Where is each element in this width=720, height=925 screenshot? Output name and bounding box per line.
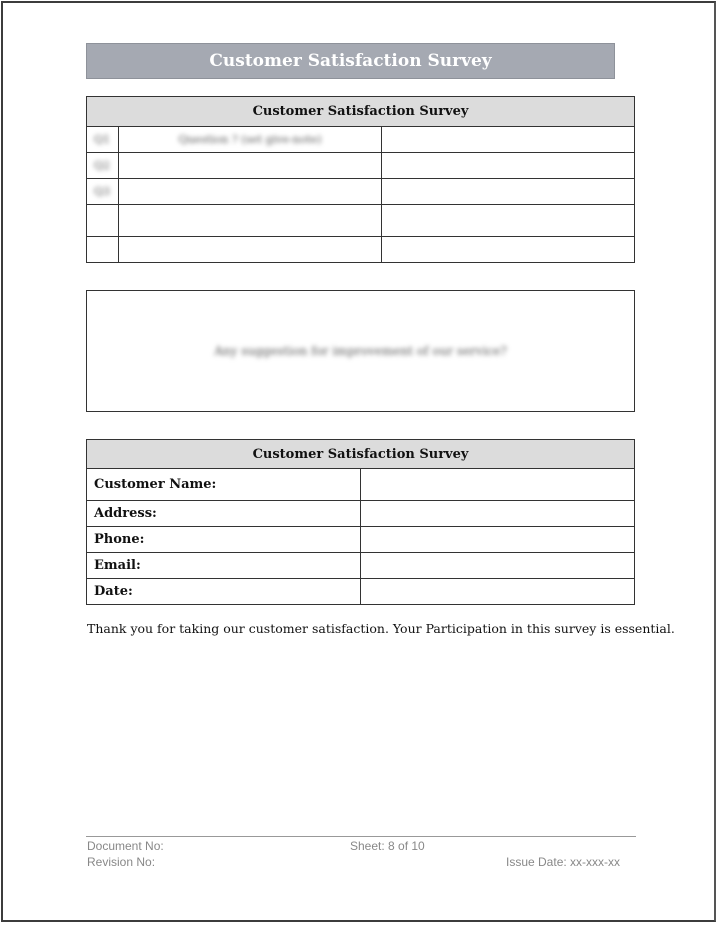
question-text xyxy=(119,153,382,179)
email-label: Email: xyxy=(87,553,361,579)
question-number: Q3 xyxy=(87,179,119,205)
question-text: Question ? (set give-note) xyxy=(119,127,382,153)
customer-name-field[interactable] xyxy=(361,469,635,501)
customer-details-table xyxy=(86,439,635,605)
footer-revision-no: Revision No: xyxy=(87,855,156,869)
footer-document-no: Document No: xyxy=(87,839,164,853)
suggestion-box[interactable] xyxy=(86,290,635,412)
address-label: Address: xyxy=(87,501,361,527)
question-number xyxy=(87,237,119,263)
question-text xyxy=(119,237,382,263)
table-row xyxy=(87,237,635,263)
answer-cell[interactable] xyxy=(382,237,635,263)
table-row xyxy=(87,553,635,579)
date-field[interactable] xyxy=(361,579,635,605)
table-row xyxy=(87,469,635,501)
phone-field[interactable] xyxy=(361,527,635,553)
question-text xyxy=(119,179,382,205)
answer-cell[interactable] xyxy=(382,127,635,153)
table-row xyxy=(87,501,635,527)
question-number: Q1 xyxy=(87,127,119,153)
survey-table-header: Customer Satisfaction Survey xyxy=(87,97,635,127)
table-row xyxy=(87,153,635,179)
email-field[interactable] xyxy=(361,553,635,579)
date-label: Date: xyxy=(87,579,361,605)
question-number: Q2 xyxy=(87,153,119,179)
answer-cell[interactable] xyxy=(382,153,635,179)
table-row xyxy=(87,579,635,605)
question-text xyxy=(119,205,382,237)
answer-cell[interactable] xyxy=(382,205,635,237)
footer-issue-date: Issue Date: xx-xxx-xx xyxy=(506,855,621,869)
customer-name-label: Customer Name: xyxy=(87,469,361,501)
footer-divider xyxy=(86,836,636,837)
answer-cell[interactable] xyxy=(382,179,635,205)
table-row xyxy=(87,205,635,237)
customer-table-header: Customer Satisfaction Survey xyxy=(87,440,635,469)
survey-questions-table xyxy=(86,96,635,263)
question-number xyxy=(87,205,119,237)
thank-you-note: Thank you for taking our customer satisfaction. Your Participation in this survey is essential. xyxy=(87,621,675,636)
suggestion-prompt: Any suggestion for improvement of our service? xyxy=(214,344,507,358)
phone-label: Phone: xyxy=(87,527,361,553)
page-title: Customer Satisfaction Survey xyxy=(86,43,615,79)
table-row xyxy=(87,127,635,153)
footer-sheet-number: Sheet: 8 of 10 xyxy=(350,839,425,853)
table-row xyxy=(87,527,635,553)
table-row xyxy=(87,179,635,205)
address-field[interactable] xyxy=(361,501,635,527)
